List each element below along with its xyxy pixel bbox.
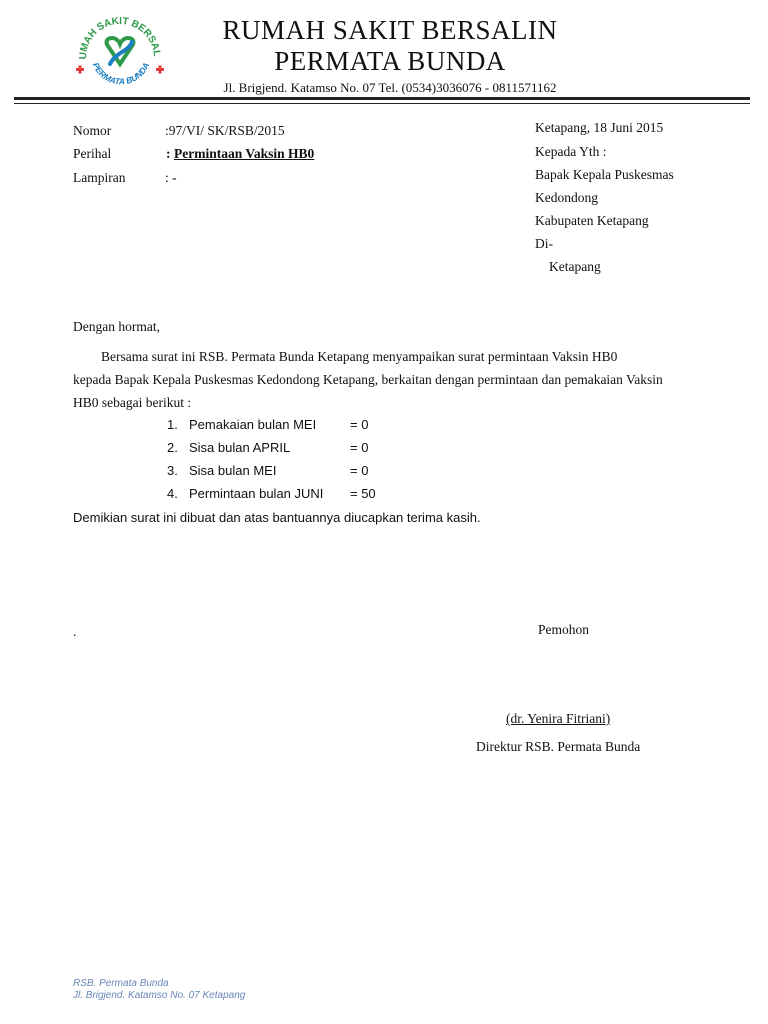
recipient-line1: Bapak Kepala Puskesmas — [535, 167, 674, 182]
paragraph-line3: HB0 sebagai berikut : — [73, 395, 192, 410]
closing-sentence: Demikian surat ini dibuat dan atas bantuannya diucapkan terima kasih. — [73, 510, 481, 525]
perihal-label: Perihal — [73, 146, 112, 161]
hospital-address: Jl. Brigjend. Katamso No. 07 Tel. (0534)3036076 - 0811571162 — [223, 80, 557, 95]
greeting: Dengan hormat, — [73, 319, 160, 334]
hospital-logo — [70, 12, 170, 96]
list-item-label: Sisa bulan APRIL — [189, 440, 291, 455]
footer-line2: Jl. Brigjend. Katamso No. 07 Ketapang — [73, 990, 246, 1001]
paragraph-line1: Bersama surat ini RSB. Permata Bunda Ketapang menyampaikan surat permintaan Vaksin HB0 — [101, 349, 618, 364]
recipient-line5: Ketapang — [549, 259, 601, 274]
signer-title: Direktur RSB. Permata Bunda — [476, 739, 641, 754]
lampiran-label: Lampiran — [73, 170, 126, 185]
recipient-line3: Kabupaten Ketapang — [535, 213, 649, 228]
logo-graphic — [70, 12, 170, 96]
hospital-name-line2: PERMATA BUNDA — [274, 46, 506, 76]
header-rule-thin — [14, 103, 750, 104]
recipient-line2: Kedondong — [535, 190, 598, 205]
recipient-line4: Di- — [535, 236, 553, 251]
list-item-label: Pemakaian bulan MEI — [189, 417, 317, 432]
pemohon-label: Pemohon — [538, 622, 590, 637]
recipient-kepada: Kepada Yth : — [535, 144, 607, 159]
nomor-value: :97/VI/ SK/RSB/2015 — [165, 123, 285, 138]
signature-dot: . — [73, 624, 77, 639]
list-item-number: 3. — [167, 463, 178, 478]
list-item-value: = 0 — [350, 463, 369, 478]
paragraph-line2: kepada Bapak Kepala Puskesmas Kedondong Ketapang, berkaitan dengan permintaan dan pemakaian Vaksin — [73, 372, 663, 387]
perihal-value: Permintaan Vaksin HB0 — [174, 146, 315, 161]
list-item-number: 2. — [167, 440, 178, 455]
logo-arc-text: UMAH SAKIT BERSAL — [77, 15, 163, 60]
lampiran-value: : - — [165, 170, 177, 185]
list-item-label: Permintaan bulan JUNI — [189, 486, 324, 501]
nomor-label: Nomor — [73, 123, 112, 138]
list-item-label: Sisa bulan MEI — [189, 463, 277, 478]
signer-name: (dr. Yenira Fitriani) — [506, 711, 611, 726]
hospital-name-line1: RUMAH SAKIT BERSALIN — [222, 15, 558, 45]
list-item-value: = 0 — [350, 417, 369, 432]
list-item-number: 4. — [167, 486, 178, 501]
logo-bottom-text: PERMATA BUNDA — [90, 60, 152, 87]
list-item-number: 1. — [167, 417, 178, 432]
red-cross-icon-right — [156, 66, 164, 74]
footer-line1: RSB. Permata Bunda — [73, 978, 169, 989]
perihal-colon: : — [166, 146, 171, 161]
list-item-value: = 50 — [350, 486, 376, 501]
list-item-value: = 0 — [350, 440, 369, 455]
header-rule-thick — [14, 97, 750, 100]
red-cross-icon — [76, 66, 84, 74]
place-date: Ketapang, 18 Juni 2015 — [535, 120, 664, 135]
